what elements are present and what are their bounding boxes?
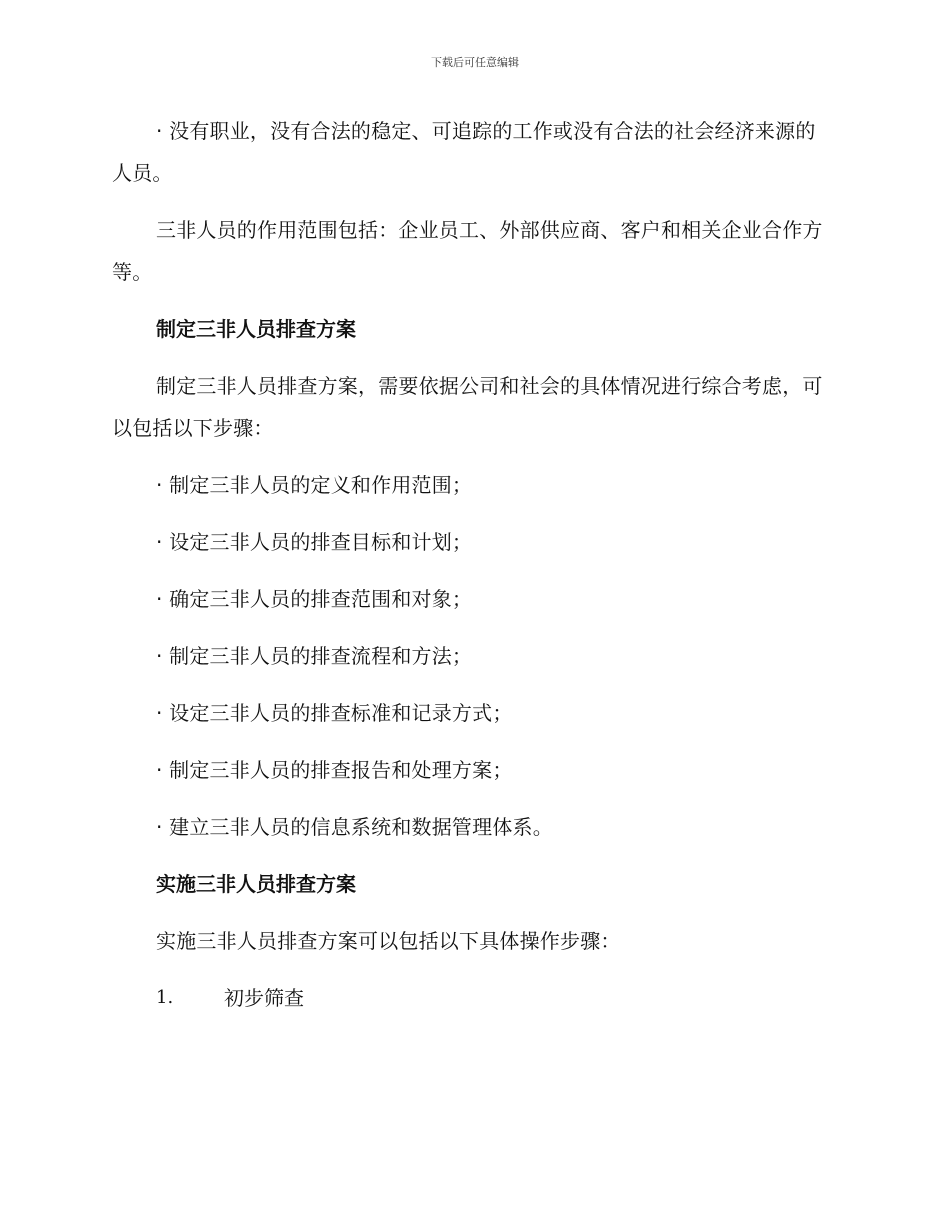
section-heading-plan: 制定三非人员排查方案 — [156, 317, 356, 341]
paragraph-implement-intro: 实施三非人员排查方案可以包括以下具体操作步骤： — [156, 929, 621, 953]
numbered-step — [112, 977, 832, 1019]
list-item: · 建立三非人员的信息系统和数据管理体系。 — [156, 815, 553, 839]
list-item: · 设定三非人员的排查目标和计划； — [156, 530, 473, 554]
list-item: · 制定三非人员的排查报告和处理方案； — [156, 758, 513, 782]
list-item: · 制定三非人员的排查流程和方法； — [156, 644, 473, 668]
paragraph-no-occupation: · 没有职业，没有合法的稳定、可追踪的工作或没有合法的社会经济来源的人员。 — [112, 119, 816, 185]
step-number: 1. — [156, 987, 174, 1008]
section-heading-implement: 实施三非人员排查方案 — [156, 872, 356, 896]
list-item: · 设定三非人员的排查标准和记录方式； — [156, 701, 513, 725]
page-header-note: 下载后可任意编辑 — [431, 56, 519, 69]
paragraph-scope: 三非人员的作用范围包括：企业员工、外部供应商、客户和相关企业合作方等。 — [112, 218, 823, 284]
list-item: · 制定三非人员的定义和作用范围； — [156, 473, 473, 497]
paragraph-plan-intro: 制定三非人员排查方案，需要依据公司和社会的具体情况进行综合考虑，可以包括以下步骤： — [112, 374, 823, 440]
step-text: 初步筛查 — [224, 986, 304, 1010]
list-item: · 确定三非人员的排查范围和对象； — [156, 587, 473, 611]
document-body — [112, 110, 832, 1034]
